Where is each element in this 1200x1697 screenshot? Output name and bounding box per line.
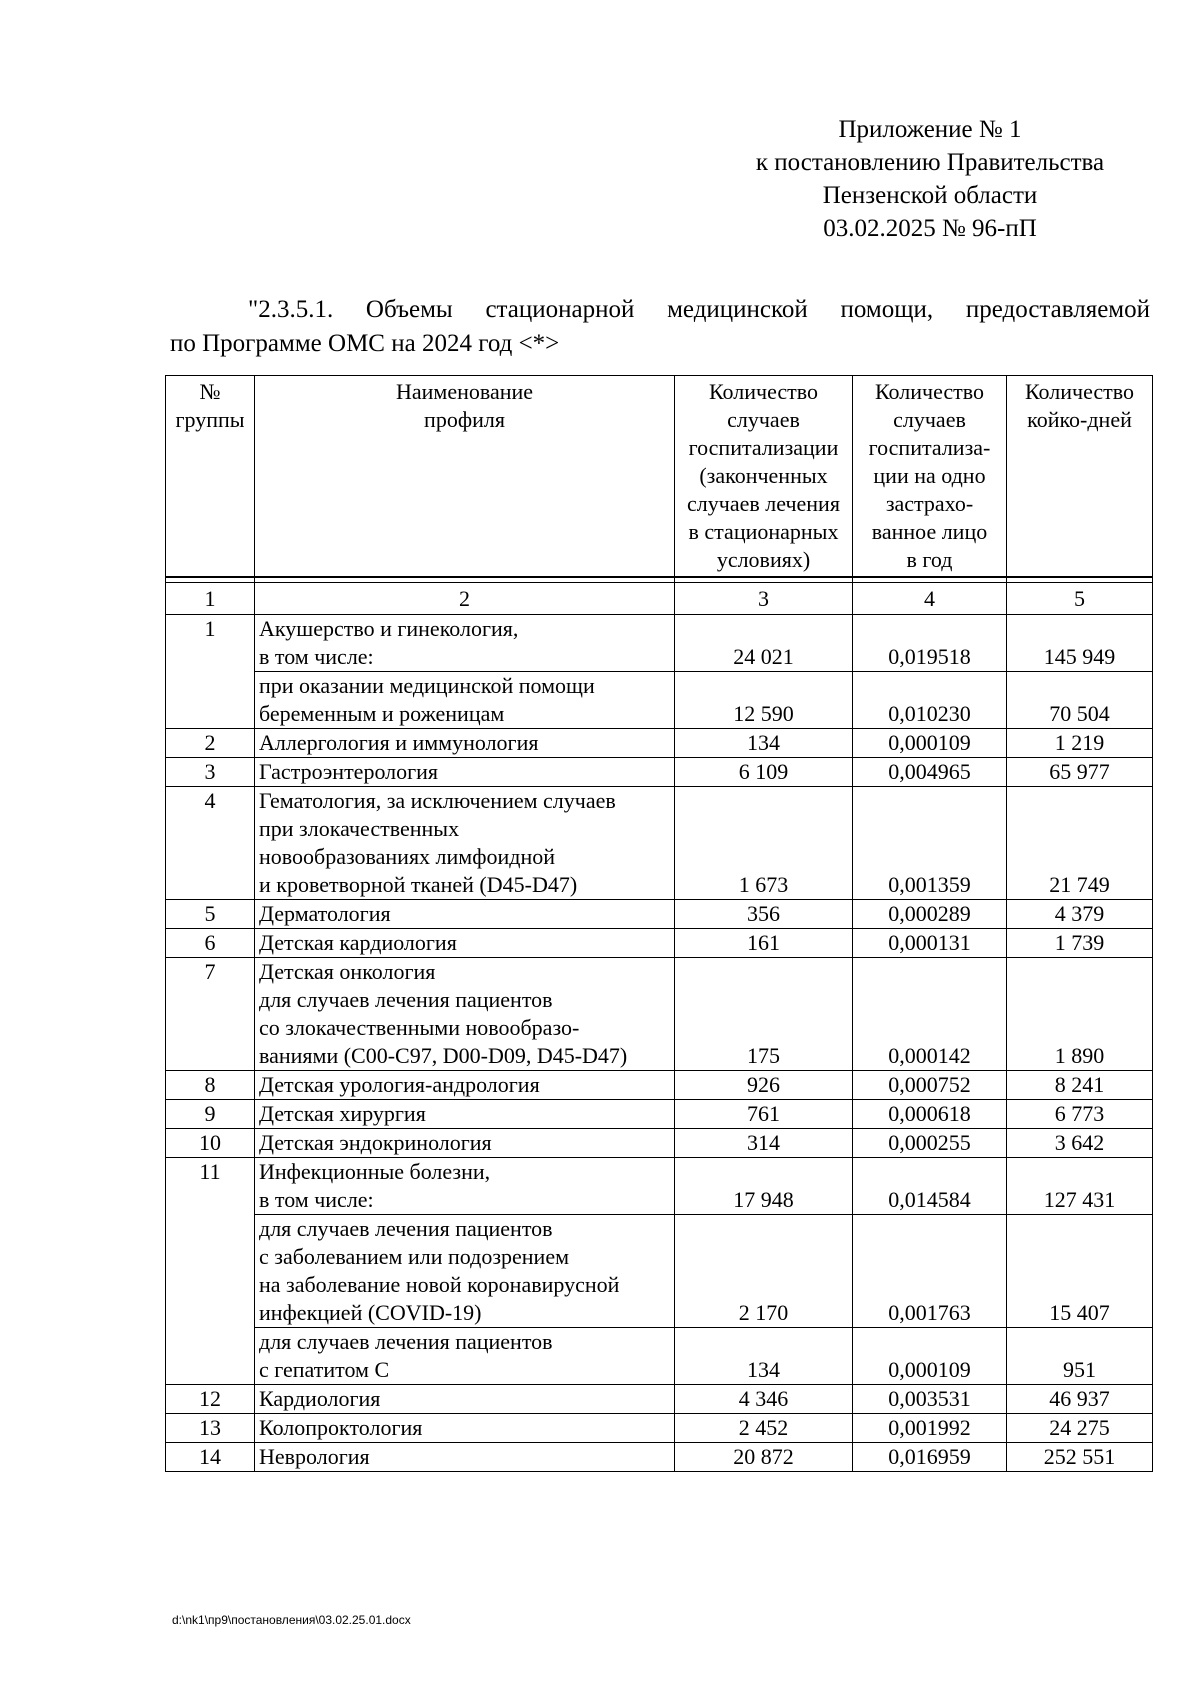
bed-days-cell: 252 551 [1007, 1443, 1153, 1472]
column-number: 4 [853, 583, 1007, 615]
group-number-cell: 1 [166, 615, 255, 729]
table-row [166, 787, 1153, 900]
group-number-cell: 6 [166, 929, 255, 958]
header-cases: Количество случаев госпитализации (законченных случаев лечения в стационарных условиях) [675, 376, 853, 578]
bed-days-cell: 70 504 [1007, 672, 1153, 729]
group-number-cell: 5 [166, 900, 255, 929]
bed-days-cell: 4 379 [1007, 900, 1153, 929]
profile-name-cell: Гастроэнтерология [255, 758, 675, 787]
cases-cell: 20 872 [675, 1443, 853, 1472]
profile-name-cell: для случаев лечения пациентов с гепатитом С [255, 1328, 675, 1385]
group-number-cell: 2 [166, 729, 255, 758]
cases-per-person-cell: 0,016959 [853, 1443, 1007, 1472]
cases-cell: 314 [675, 1129, 853, 1158]
cases-cell: 161 [675, 929, 853, 958]
table-row [166, 1158, 1153, 1215]
profile-name-cell: Детская хирургия [255, 1100, 675, 1129]
bed-days-cell: 1 219 [1007, 729, 1153, 758]
cases-cell: 356 [675, 900, 853, 929]
appendix-line-1: Приложение № 1 [838, 116, 1022, 143]
cases-per-person-cell: 0,000131 [853, 929, 1007, 958]
table-row [166, 729, 1153, 758]
table-row [166, 1129, 1153, 1158]
column-number: 3 [675, 583, 853, 615]
appendix-line-3: Пензенской области [822, 182, 1038, 209]
header-cases-per-person: Количество случаев госпитализа- ции на одно застрахо- ванное лицо в год [853, 376, 1007, 578]
bed-days-cell: 127 431 [1007, 1158, 1153, 1215]
group-number-cell: 9 [166, 1100, 255, 1129]
cases-per-person-cell: 0,004965 [853, 758, 1007, 787]
profile-name-cell: Детская онкология для случаев лечения пациентов со злокачественными новообразо- ваниями (C00-C97, D00-D09, D45-D47) [255, 958, 675, 1071]
cases-cell: 926 [675, 1071, 853, 1100]
table-row [166, 1215, 1153, 1328]
table-header [166, 376, 1153, 578]
profile-name-cell: Кардиология [255, 1385, 675, 1414]
appendix-line-4: 03.02.2025 № 96-пП [823, 215, 1037, 242]
column-number: 5 [1007, 583, 1153, 615]
cases-per-person-cell: 0,014584 [853, 1158, 1007, 1215]
table-row [166, 1385, 1153, 1414]
bed-days-cell: 21 749 [1007, 787, 1153, 900]
bed-days-cell: 145 949 [1007, 615, 1153, 672]
bed-days-cell: 1 739 [1007, 929, 1153, 958]
cases-per-person-cell: 0,010230 [853, 672, 1007, 729]
profile-name-cell: Аллергология и иммунология [255, 729, 675, 758]
group-number-cell: 7 [166, 958, 255, 1071]
cases-per-person-cell: 0,000289 [853, 900, 1007, 929]
table-row [166, 958, 1153, 1071]
cases-per-person-cell: 0,019518 [853, 615, 1007, 672]
table-row [166, 929, 1153, 958]
cases-per-person-cell: 0,001359 [853, 787, 1007, 900]
cases-cell: 1 673 [675, 787, 853, 900]
profile-name-cell: для случаев лечения пациентов с заболеванием или подозрением на заболевание новой коронавирусной инфекцией (COVID-19) [255, 1215, 675, 1328]
profile-name-cell: Дерматология [255, 900, 675, 929]
header-group-number: № группы [166, 376, 255, 578]
cases-cell: 2 170 [675, 1215, 853, 1328]
bed-days-cell: 3 642 [1007, 1129, 1153, 1158]
profile-name-cell: Акушерство и гинекология, в том числе: [255, 615, 675, 672]
bed-days-cell: 951 [1007, 1328, 1153, 1385]
bed-days-cell: 65 977 [1007, 758, 1153, 787]
profile-name-cell: Гематология, за исключением случаев при злокачественных новообразованиях лимфоидной и кроветворной тканей (D45-D47) [255, 787, 675, 900]
cases-cell: 761 [675, 1100, 853, 1129]
cases-per-person-cell: 0,000752 [853, 1071, 1007, 1100]
cases-cell: 175 [675, 958, 853, 1071]
table-row [166, 1328, 1153, 1385]
profile-name-cell: Детская эндокринология [255, 1129, 675, 1158]
table-row [166, 1071, 1153, 1100]
cases-per-person-cell: 0,000109 [853, 1328, 1007, 1385]
profile-name-cell: Детская урология-андрология [255, 1071, 675, 1100]
profile-name-cell: Колопроктология [255, 1414, 675, 1443]
table-row [166, 1443, 1153, 1472]
appendix-line-2: к постановлению Правительства [755, 149, 1105, 176]
cases-per-person-cell: 0,001992 [853, 1414, 1007, 1443]
header-profile-name: Наименование профиля [255, 376, 675, 578]
section-title [170, 293, 1150, 361]
cases-per-person-cell: 0,000255 [853, 1129, 1007, 1158]
group-number-cell: 14 [166, 1443, 255, 1472]
cases-cell: 24 021 [675, 615, 853, 672]
cases-per-person-cell: 0,000142 [853, 958, 1007, 1071]
bed-days-cell: 8 241 [1007, 1071, 1153, 1100]
table-row [166, 615, 1153, 672]
bed-days-cell: 24 275 [1007, 1414, 1153, 1443]
table-row [166, 672, 1153, 729]
column-number: 2 [255, 583, 675, 615]
table-row [166, 1414, 1153, 1443]
group-number-cell: 10 [166, 1129, 255, 1158]
cases-per-person-cell: 0,000618 [853, 1100, 1007, 1129]
cases-per-person-cell: 0,000109 [853, 729, 1007, 758]
bed-days-cell: 15 407 [1007, 1215, 1153, 1328]
cases-cell: 12 590 [675, 672, 853, 729]
group-number-cell: 12 [166, 1385, 255, 1414]
cases-cell: 4 346 [675, 1385, 853, 1414]
profile-name-cell: Детская кардиология [255, 929, 675, 958]
group-number-cell: 11 [166, 1158, 255, 1385]
file-path-footer: d:\nk1\пр9\постановления\03.02.25.01.docx [172, 1613, 411, 1627]
table-row [166, 1100, 1153, 1129]
column-number: 1 [166, 583, 255, 615]
table-body [166, 577, 1153, 1472]
cases-cell: 134 [675, 1328, 853, 1385]
cases-per-person-cell: 0,001763 [853, 1215, 1007, 1328]
group-number-cell: 4 [166, 787, 255, 900]
cases-cell: 134 [675, 729, 853, 758]
group-number-cell: 8 [166, 1071, 255, 1100]
bed-days-cell: 6 773 [1007, 1100, 1153, 1129]
column-numbers-row [166, 583, 1153, 615]
table-row [166, 758, 1153, 787]
header-bed-days: Количество койко-дней [1007, 376, 1153, 578]
section-title-line-2: по Программе ОМС на 2024 год <*> [170, 330, 560, 357]
bed-days-cell: 1 890 [1007, 958, 1153, 1071]
cases-per-person-cell: 0,003531 [853, 1385, 1007, 1414]
group-number-cell: 13 [166, 1414, 255, 1443]
section-title-line-1: "2.3.5.1. Объемы стационарной медицинской помощи, предоставляемой [248, 296, 1150, 323]
profile-name-cell: Инфекционные болезни, в том числе: [255, 1158, 675, 1215]
cases-cell: 6 109 [675, 758, 853, 787]
bed-days-cell: 46 937 [1007, 1385, 1153, 1414]
table-row [166, 900, 1153, 929]
cases-cell: 17 948 [675, 1158, 853, 1215]
cases-cell: 2 452 [675, 1414, 853, 1443]
profile-name-cell: Неврология [255, 1443, 675, 1472]
appendix-block [690, 113, 1170, 245]
volumes-table [165, 375, 1153, 1472]
profile-name-cell: при оказании медицинской помощи беременным и роженицам [255, 672, 675, 729]
group-number-cell: 3 [166, 758, 255, 787]
